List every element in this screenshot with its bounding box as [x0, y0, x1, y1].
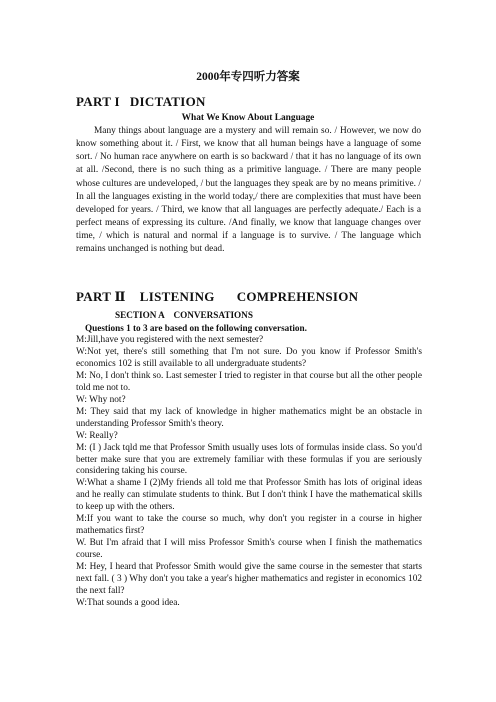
section-a-heading: SECTION A CONVERSATIONS [115, 310, 253, 320]
conversation-line: M: They said that my lack of knowledge in higher mathematics might be an obstacle in understanding Professor Smith's theory. [76, 406, 422, 429]
conversation-line: M:If you want to take the course so much, why don't you register in a course in higher mathematics first? [76, 514, 422, 537]
conversation-line: M:Jill,have you registered with the next semester? [76, 335, 264, 345]
document-title: 2000年专四听力答案 [196, 71, 300, 83]
part2-title-comprehension: COMPREHENSION [236, 289, 359, 304]
questions-header: Questions 1 to 3 are based on the following conversation. [85, 323, 307, 333]
conversation-line: W:Not yet, there's still something that I'm not sure. Do you know if Professor Smith's economics 102 is still available to all undergraduate students? [76, 346, 422, 369]
conversation-line: W:What a shame I (2)My friends all told me that Professor Smith has lots of original ideas and he really can stimulate students to think. But I don't think I have the mathematical skills to keep up with the others. [76, 478, 422, 513]
conversation-line: M: No, I don't think so. Last semester I tried to register in that course but all the other people told me not to. [76, 370, 422, 393]
conversation-line: W: Why not? [76, 394, 126, 405]
conversation-line: M: (I ) Jack tqld me that Professor Smith usually uses lots of formulas inside class. So you'd better make sure that you are extremely familiar with these formulas if you are seriously considering taking his course. [76, 442, 422, 477]
conversation-line: W:That sounds a good idea. [76, 597, 180, 608]
conversation-line: M: Hey, I heard that Professor Smith would give the same course in the semester that starts next fall. ( 3 ) Why don't you take a year's higher mathematics and register in economics 102 the next fall? [76, 562, 422, 597]
part1-heading [76, 94, 206, 110]
dictation-title: What We Know About Language [181, 113, 315, 123]
conversation-line: W: Really? [76, 430, 118, 441]
part2-heading [76, 289, 358, 305]
conversation-line: W. But I'm afraid that I will miss Professor Smith's course when I finish the mathematics course. [76, 538, 422, 561]
part2-label: PART Ⅱ [76, 289, 126, 304]
conversation [76, 335, 422, 610]
dictation-paragraph: Many things about language are a mystery and will remain so. / However, we now do know something about it. / First, we know that all human beings have a language of some sort. / No human race anywhere on earth is so backward / that it has no language of its own at all. /Second, there is no such thing as a primitive language. / There are many people whose cultures are undeveloped, / but the languages they speak are by no means primitive. / In all the languages existing in the world today,/ there are complexities that must have been developed for years. / Third, we know that all languages are perfectly adequate./ Each is a perfect means of expressing its culture. /And finally, we know that language changes over time, / which is natural and normal if a language is to survive. / The language which remains unchanged is nothing but dead. [76, 126, 421, 255]
part1-label: PART I [76, 94, 120, 109]
part1-title: DICTATION [129, 94, 206, 109]
part2-title-listening: LISTENING [139, 289, 215, 304]
